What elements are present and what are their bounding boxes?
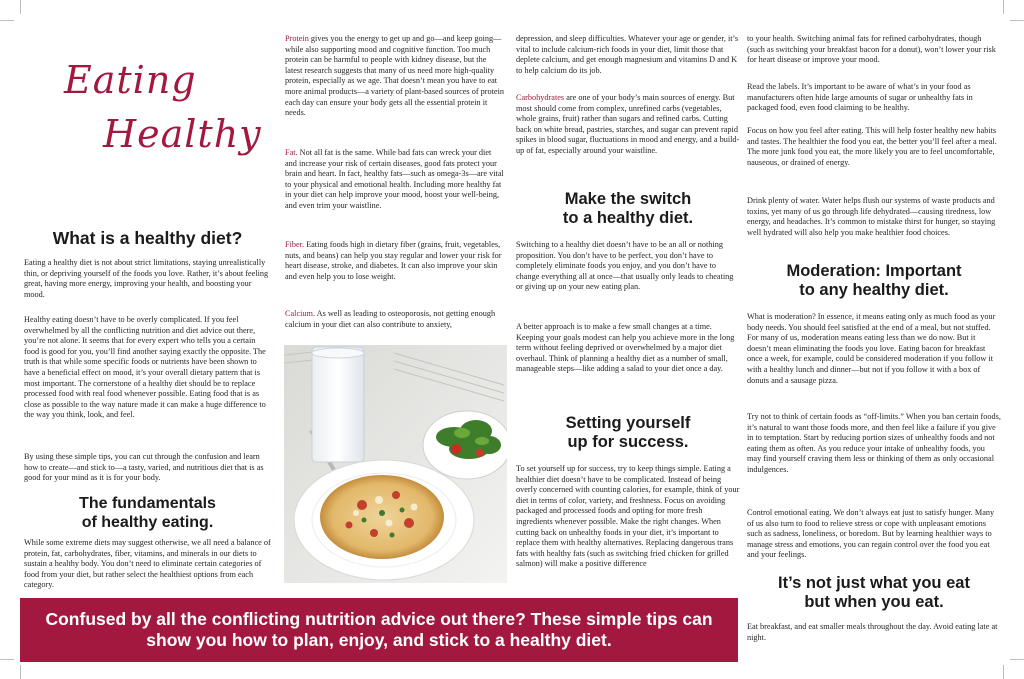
- crop-mark: [0, 659, 14, 660]
- paragraph: Eating a healthy diet is not about strict limitations, staying unrealistically thin, or depriving yourself of the foods you love. Rather, it’s about feeling great, having more energy, improving your health, and boosting your mood.: [24, 258, 269, 299]
- crop-mark: [20, 0, 21, 14]
- banner-text: Confused by all the conflicting nutrition advice out there? These simple tips can show you how to plan, enjoy, and stick to a healthy diet.: [45, 609, 713, 650]
- paragraph: A better approach is to make a few small changes at a time. Keeping your goals modest can help you achieve more in the long term without feeling deprived or overwhelmed by a major diet overhaul. Think of planning a healthy diet as a number of small, manageable steps—like adding a salad to your diet once a day.: [516, 322, 735, 374]
- heading-when-you-eat: It’s not just what you eat but when you eat.: [778, 574, 970, 611]
- paragraph: Control emotional eating. We don’t always eat just to satisfy hunger. Many of us also turn to food to relieve stress or cope with unpleasant emotions such as sadness, loneliness, or boredom. But by learning healthier ways to manage stress and emotions, you can regain control over the food you eat and your feelings.: [747, 508, 995, 560]
- paragraph: What is moderation? In essence, it means eating only as much food as your body needs. You should feel satisfied at the end of a meal, but not stuffed. For many of us, moderation means eating less than we do now. But it doesn’t mean eliminating the foods you love. Eating bacon for breakfast once a week, for example, could be considered moderation if you follow it with a healthy lunch and dinner—but not if you follow it with a box of donuts and a sausage pizza.: [747, 312, 996, 385]
- heading-setting-up: Setting yourself up for success.: [565, 414, 691, 451]
- paragraph-text: Not all fat is the same. While bad fats can wreck your diet and increase your risk of certain diseases, good fats protect your brain and heart. In fact, healthy fats—such as omega-3s—are vital to your physical and emotional health. Including more healthy fat in your diet can help improve your mood, boost your well-being, and even trim your waistline.: [285, 148, 504, 210]
- heading-make-the-switch: Make the switch to a healthy diet.: [562, 190, 694, 227]
- paragraph-calcium: [285, 309, 513, 330]
- heading-what-is-healthy-diet: What is a healthy diet?: [52, 228, 243, 248]
- paragraph-text: gives you the energy to get up and go—and keep going—while also supporting mood and cognitive function. Too much protein can be harmful to people with kidney disease, but the latest research suggests that many of us need more high-quality protein, especially as we age. That doesn’t mean you have to eat more animal products—a variety of plant-based sources of protein each day can ensure your body gets all the essential protein it needs.: [285, 34, 505, 118]
- paragraph-text: As well as leading to osteoporosis, not getting enough calcium in your diet can also contribute to anxiety,: [285, 309, 496, 329]
- paragraph: Healthy eating doesn’t have to be overly complicated. If you feel overwhelmed by all the conflicting nutrition and diet advice out there, you’re not alone. It seems that for every expert who tells you a certain food is good for you, you’ll find another saying exactly the opposite. The truth is that while some specific foods or nutrients have been shown to have a beneficial effect on mood, it’s your overall dietary pattern that is most important. The cornerstone of a healthy diet should be to replace processed food with real food whenever possible. Eating food that is as close as possible to the way nature made it can make a huge difference to the way you think, look, and feel.: [24, 315, 266, 420]
- food-photo: [284, 345, 507, 583]
- paragraph: to your health. Switching animal fats for refined carbohydrates, though (such as switching your breakfast bacon for a donut), won’t lower your risk for heart disease or improve your mood.: [747, 34, 996, 65]
- paragraph-fat: [285, 148, 505, 212]
- paragraph-text: Eating foods high in dietary fiber (grains, fruit, vegetables, nuts, and beans) can help you stay regular and lower your risk for heart disease, stroke, and diabetes. It can also improve your skin and even help you to lose weight.: [285, 240, 502, 281]
- paragraph-text: are one of your body’s main sources of energy. But most should come from complex, unrefined carbs (vegetables, whole grains, fruit) rather than sugars and refined carbs. Cutting back on white bread, pastries, starches, and sugar can prevent rapid spikes in blood sugar, fluctuations in mood and energy, and a build-up of fat, especially around your waistline.: [516, 93, 740, 155]
- heading-moderation: Moderation: Important to any healthy diet.: [786, 262, 962, 299]
- crop-mark: [20, 665, 21, 679]
- crop-mark: [1010, 659, 1024, 660]
- paragraph: depression, and sleep difficulties. Whatever your age or gender, it’s vital to include calcium-rich foods in your diet, limit those that deplete calcium, and get enough magnesium and vitamins D and K to help calcium do its job.: [516, 34, 739, 75]
- crop-mark: [1003, 665, 1004, 679]
- lead-fat: Fat.: [285, 148, 298, 157]
- crop-mark: [0, 20, 14, 21]
- paragraph-fiber: [285, 240, 505, 282]
- lead-protein: Protein: [285, 34, 309, 43]
- paragraph: While some extreme diets may suggest otherwise, we all need a balance of protein, fat, carbohydrates, fiber, vitamins, and minerals in our diets to sustain a healthy body. You don’t need to eliminate certain categories of food from your diet, but rather select the healthiest options from each category.: [24, 538, 271, 590]
- heading-fundamentals: The fundamentals of healthy eating.: [79, 495, 216, 531]
- crop-mark: [1003, 0, 1004, 14]
- paragraph: Try not to think of certain foods as “off-limits.” When you ban certain foods, it’s natural to want those foods more, and then feel like a failure if you give in to temptation. Start by reducing portion sizes of unhealthy foods and not eating them as often. As you reduce your intake of unhealthy foods, you may find yourself craving them less or thinking of them as only occasional indulgences.: [747, 412, 1001, 474]
- paragraph: Read the labels. It’s important to be aware of what’s in your food as manufacturers often hide large amounts of sugar or unhealthy fats in packaged food, even food claiming to be healthy.: [747, 82, 973, 113]
- paragraph-carbs: [516, 93, 740, 157]
- title-line-2: Healthy: [103, 112, 262, 156]
- title-line-1: Eating: [64, 58, 197, 102]
- paragraph: Switching to a healthy diet doesn’t have to be an all or nothing proposition. You don’t have to be perfect, you don’t have to completely eliminate foods you enjoy, and you don’t have to change everything all at once—that usually only leads to cheating or giving up on your new eating plan.: [516, 240, 734, 292]
- callout-banner: [20, 598, 738, 662]
- paragraph: By using these simple tips, you can cut through the confusion and learn how to create—and stick to—a tasty, varied, and nutritious diet that is as good for your mind as it is for your body.: [24, 452, 264, 483]
- paragraph-protein: [285, 34, 505, 119]
- lead-carbohydrates: Carbohydrates: [516, 93, 565, 102]
- paragraph: Eat breakfast, and eat smaller meals throughout the day. Avoid eating late at night.: [747, 622, 998, 642]
- lead-calcium: Calcium.: [285, 309, 316, 318]
- paragraph: To set yourself up for success, try to keep things simple. Eating a healthier diet doesn’t have to be complicated. Instead of being overly concerned with counting calories, for example, think of your diet in terms of color, variety, and freshness. Focus on avoiding packaged and processed foods and opting for more fresh ingredients whenever possible. Make the right changes. When cutting back on unhealthy foods in your diet, it’s important to replace them with healthy alternatives. Replacing dangerous trans fats with healthy fats (such as switching fried chicken for grilled salmon) will make a positive difference: [516, 464, 740, 569]
- paragraph: Focus on how you feel after eating. This will help foster healthy new habits and tastes. The healthier the food you eat, the better you’ll feel after a meal. The more junk food you eat, the more likely you are to feel uncomfortable, nauseous, or drained of energy.: [747, 126, 997, 167]
- crop-mark: [1010, 20, 1024, 21]
- paragraph: Drink plenty of water. Water helps flush our systems of waste products and toxins, yet many of us go through life dehydrated—causing tiredness, low energy, and headaches. It’s common to mistake thirst for hunger, so staying well hydrated will also help you make healthier food choices.: [747, 196, 996, 237]
- lead-fiber: Fiber.: [285, 240, 305, 249]
